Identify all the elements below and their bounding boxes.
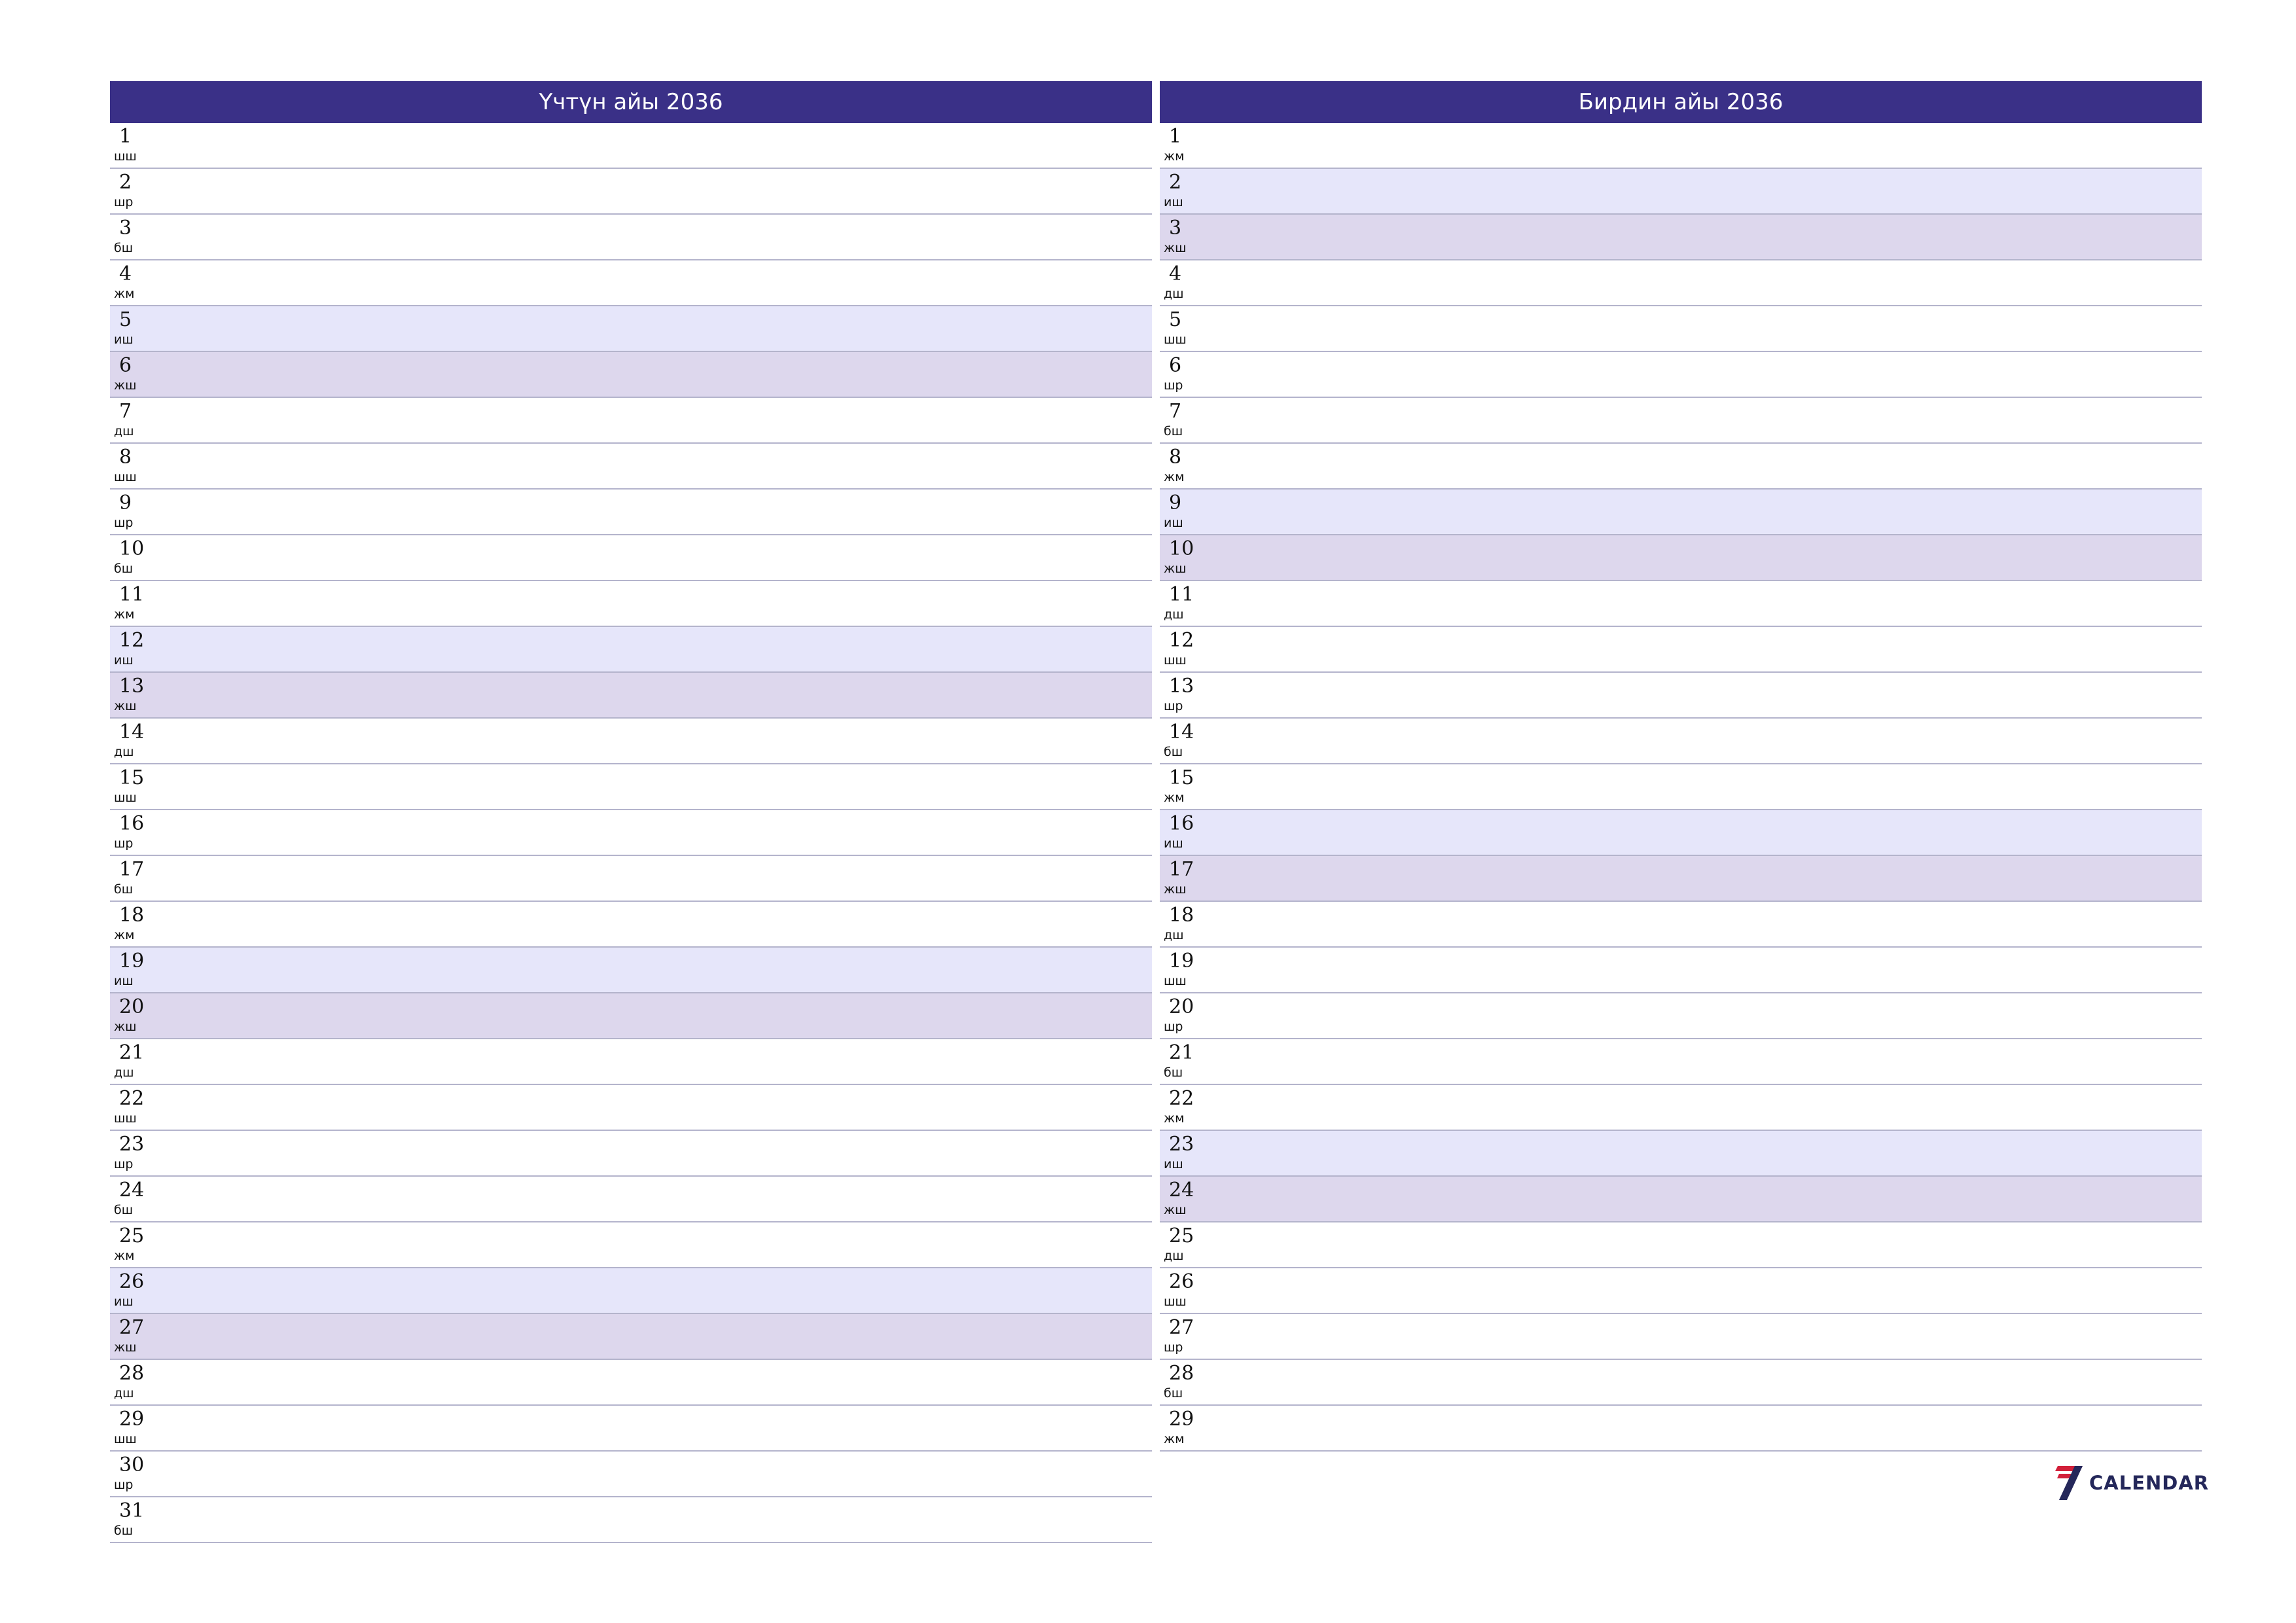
weekday-abbr: бш [1164, 1065, 1183, 1080]
day-row [1160, 1039, 2202, 1085]
day-row [110, 215, 1152, 260]
day-row [1160, 902, 2202, 948]
day-number: 24 [119, 1179, 145, 1202]
weekday-abbr: бш [1164, 745, 1183, 759]
day-number: 9 [1169, 491, 1182, 514]
weekday-abbr: иш [114, 653, 134, 668]
weekday-abbr: жш [114, 699, 137, 713]
weekday-abbr: жш [114, 1020, 137, 1034]
weekday-abbr: шш [1164, 1294, 1187, 1309]
weekday-abbr: шр [1164, 699, 1183, 713]
day-number: 10 [1169, 537, 1194, 560]
day-row [110, 1452, 1152, 1497]
day-row [110, 1085, 1152, 1131]
day-number: 12 [119, 629, 145, 652]
day-number: 17 [1169, 858, 1194, 881]
weekday-abbr: шр [114, 1478, 134, 1492]
weekday-abbr: жш [1164, 562, 1187, 576]
day-number: 13 [119, 675, 145, 698]
day-row [110, 1131, 1152, 1177]
weekday-abbr: шр [114, 195, 134, 209]
day-number: 7 [1169, 400, 1182, 423]
day-row [1160, 490, 2202, 535]
day-row [110, 352, 1152, 398]
day-row [110, 993, 1152, 1039]
day-list [110, 123, 1152, 1543]
weekday-abbr: бш [114, 241, 134, 255]
day-row [110, 1497, 1152, 1543]
day-number: 2 [1169, 171, 1182, 194]
day-row [1160, 1085, 2202, 1131]
day-number: 25 [119, 1224, 145, 1247]
day-number: 12 [1169, 629, 1194, 652]
weekday-abbr: дш [1164, 928, 1184, 942]
day-number: 26 [1169, 1270, 1194, 1293]
day-row [110, 535, 1152, 581]
day-number: 26 [119, 1270, 145, 1293]
weekday-abbr: шр [1164, 1340, 1183, 1355]
day-row [110, 673, 1152, 719]
day-number: 21 [119, 1041, 145, 1064]
day-row [110, 856, 1152, 902]
weekday-abbr: дш [114, 1065, 134, 1080]
day-row [1160, 1406, 2202, 1452]
weekday-abbr: шр [1164, 1020, 1183, 1034]
weekday-abbr: шш [114, 791, 137, 805]
day-row [110, 1314, 1152, 1360]
day-row [1160, 1131, 2202, 1177]
weekday-abbr: бш [114, 562, 134, 576]
day-row [110, 169, 1152, 215]
weekday-abbr: бш [114, 882, 134, 897]
day-row [110, 902, 1152, 948]
day-number: 18 [1169, 904, 1194, 927]
day-number: 28 [1169, 1362, 1194, 1385]
day-row [1160, 535, 2202, 581]
day-number: 2 [119, 171, 132, 194]
weekday-abbr: бш [1164, 424, 1183, 438]
day-number: 7 [119, 400, 132, 423]
weekday-abbr: жм [114, 928, 135, 942]
day-number: 23 [119, 1133, 145, 1156]
day-number: 19 [1169, 950, 1194, 972]
day-number: 25 [1169, 1224, 1194, 1247]
weekday-abbr: иш [1164, 195, 1183, 209]
day-row [110, 810, 1152, 856]
day-number: 23 [1169, 1133, 1194, 1156]
day-number: 15 [119, 766, 145, 789]
day-number: 5 [119, 308, 132, 331]
weekday-abbr: жш [1164, 1203, 1187, 1217]
day-number: 3 [1169, 217, 1182, 240]
day-row [110, 1268, 1152, 1314]
day-number: 11 [119, 583, 145, 606]
day-row [1160, 719, 2202, 764]
day-number: 22 [119, 1087, 145, 1110]
logo-wordmark: CALENDAR [2089, 1472, 2210, 1494]
day-row [110, 398, 1152, 444]
weekday-abbr: шш [1164, 332, 1187, 347]
day-row [110, 490, 1152, 535]
weekday-abbr: иш [114, 332, 134, 347]
weekday-abbr: иш [114, 1294, 134, 1309]
day-row [110, 948, 1152, 993]
weekday-abbr: жш [1164, 241, 1187, 255]
day-row [1160, 581, 2202, 627]
weekday-abbr: жм [114, 1249, 135, 1263]
weekday-abbr: жш [114, 1340, 137, 1355]
day-row [1160, 352, 2202, 398]
weekday-abbr: дш [114, 1386, 134, 1400]
day-number: 24 [1169, 1179, 1194, 1202]
day-number: 16 [1169, 812, 1194, 835]
day-row [110, 123, 1152, 169]
day-row [1160, 215, 2202, 260]
day-number: 29 [119, 1408, 145, 1431]
month-column-right [1160, 81, 2202, 1452]
day-row [1160, 993, 2202, 1039]
weekday-abbr: дш [1164, 287, 1184, 301]
day-number: 1 [1169, 125, 1182, 148]
weekday-abbr: шр [114, 836, 134, 851]
day-row [110, 260, 1152, 306]
weekday-abbr: жм [1164, 470, 1185, 484]
day-number: 6 [119, 354, 132, 377]
weekday-abbr: жм [1164, 1432, 1185, 1446]
weekday-abbr: бш [114, 1524, 134, 1538]
month-title: Бирдин айы 2036 [1160, 81, 2202, 123]
weekday-abbr: жм [1164, 149, 1185, 164]
day-row [110, 444, 1152, 490]
day-number: 27 [1169, 1316, 1194, 1339]
day-row [1160, 1268, 2202, 1314]
day-row [1160, 306, 2202, 352]
day-row [1160, 444, 2202, 490]
day-row [110, 1222, 1152, 1268]
weekday-abbr: шр [1164, 378, 1183, 393]
day-number: 20 [119, 995, 145, 1018]
weekday-abbr: иш [114, 974, 134, 988]
weekday-abbr: жм [1164, 1111, 1185, 1126]
day-number: 1 [119, 125, 132, 148]
weekday-abbr: бш [1164, 1386, 1183, 1400]
weekday-abbr: шр [114, 516, 134, 530]
day-row [1160, 123, 2202, 169]
day-row [1160, 810, 2202, 856]
weekday-abbr: шр [114, 1157, 134, 1171]
day-row [110, 581, 1152, 627]
day-number: 22 [1169, 1087, 1194, 1110]
day-row [110, 764, 1152, 810]
day-row [110, 1177, 1152, 1222]
month-title: Үчтүн айы 2036 [110, 81, 1152, 123]
day-number: 4 [1169, 262, 1182, 285]
month-column-left [110, 81, 1152, 1543]
day-row [1160, 856, 2202, 902]
day-row [1160, 398, 2202, 444]
weekday-abbr: шш [1164, 653, 1187, 668]
day-number: 13 [1169, 675, 1194, 698]
day-number: 5 [1169, 308, 1182, 331]
weekday-abbr: иш [1164, 516, 1183, 530]
weekday-abbr: дш [1164, 1249, 1184, 1263]
day-row [1160, 1314, 2202, 1360]
weekday-abbr: бш [114, 1203, 134, 1217]
day-row [110, 1039, 1152, 1085]
day-row [110, 1360, 1152, 1406]
weekday-abbr: шш [1164, 974, 1187, 988]
day-row [1160, 1177, 2202, 1222]
day-number: 29 [1169, 1408, 1194, 1431]
day-number: 28 [119, 1362, 145, 1385]
day-number: 21 [1169, 1041, 1194, 1064]
day-row [1160, 169, 2202, 215]
day-number: 6 [1169, 354, 1182, 377]
day-number: 11 [1169, 583, 1194, 606]
weekday-abbr: жм [114, 287, 135, 301]
weekday-abbr: шш [114, 1432, 137, 1446]
seven-calendar-logo-icon [2055, 1465, 2084, 1501]
day-number: 14 [119, 721, 145, 743]
day-number: 19 [119, 950, 145, 972]
weekday-abbr: дш [1164, 607, 1184, 622]
day-row [1160, 627, 2202, 673]
day-row [110, 627, 1152, 673]
weekday-abbr: жш [1164, 882, 1187, 897]
day-number: 15 [1169, 766, 1194, 789]
weekday-abbr: жм [1164, 791, 1185, 805]
day-number: 8 [1169, 446, 1182, 469]
weekday-abbr: шш [114, 1111, 137, 1126]
weekday-abbr: дш [114, 745, 134, 759]
day-number: 16 [119, 812, 145, 835]
day-number: 4 [119, 262, 132, 285]
weekday-abbr: дш [114, 424, 134, 438]
day-row [110, 306, 1152, 352]
day-row [1160, 1360, 2202, 1406]
weekday-abbr: шш [114, 470, 137, 484]
day-number: 3 [119, 217, 132, 240]
day-number: 27 [119, 1316, 145, 1339]
weekday-abbr: шш [114, 149, 137, 164]
day-list [1160, 123, 2202, 1452]
brand-logo [2055, 1463, 2209, 1503]
weekday-abbr: жм [114, 607, 135, 622]
day-row [110, 1406, 1152, 1452]
day-number: 18 [119, 904, 145, 927]
day-row [1160, 764, 2202, 810]
day-row [110, 719, 1152, 764]
weekday-abbr: иш [1164, 836, 1183, 851]
day-number: 10 [119, 537, 145, 560]
day-number: 30 [119, 1454, 145, 1476]
day-number: 14 [1169, 721, 1194, 743]
day-number: 17 [119, 858, 145, 881]
day-number: 31 [119, 1499, 145, 1522]
weekday-abbr: иш [1164, 1157, 1183, 1171]
day-row [1160, 260, 2202, 306]
day-number: 9 [119, 491, 132, 514]
day-row [1160, 673, 2202, 719]
day-row [1160, 1222, 2202, 1268]
day-row [1160, 948, 2202, 993]
weekday-abbr: жш [114, 378, 137, 393]
day-number: 8 [119, 446, 132, 469]
day-number: 20 [1169, 995, 1194, 1018]
